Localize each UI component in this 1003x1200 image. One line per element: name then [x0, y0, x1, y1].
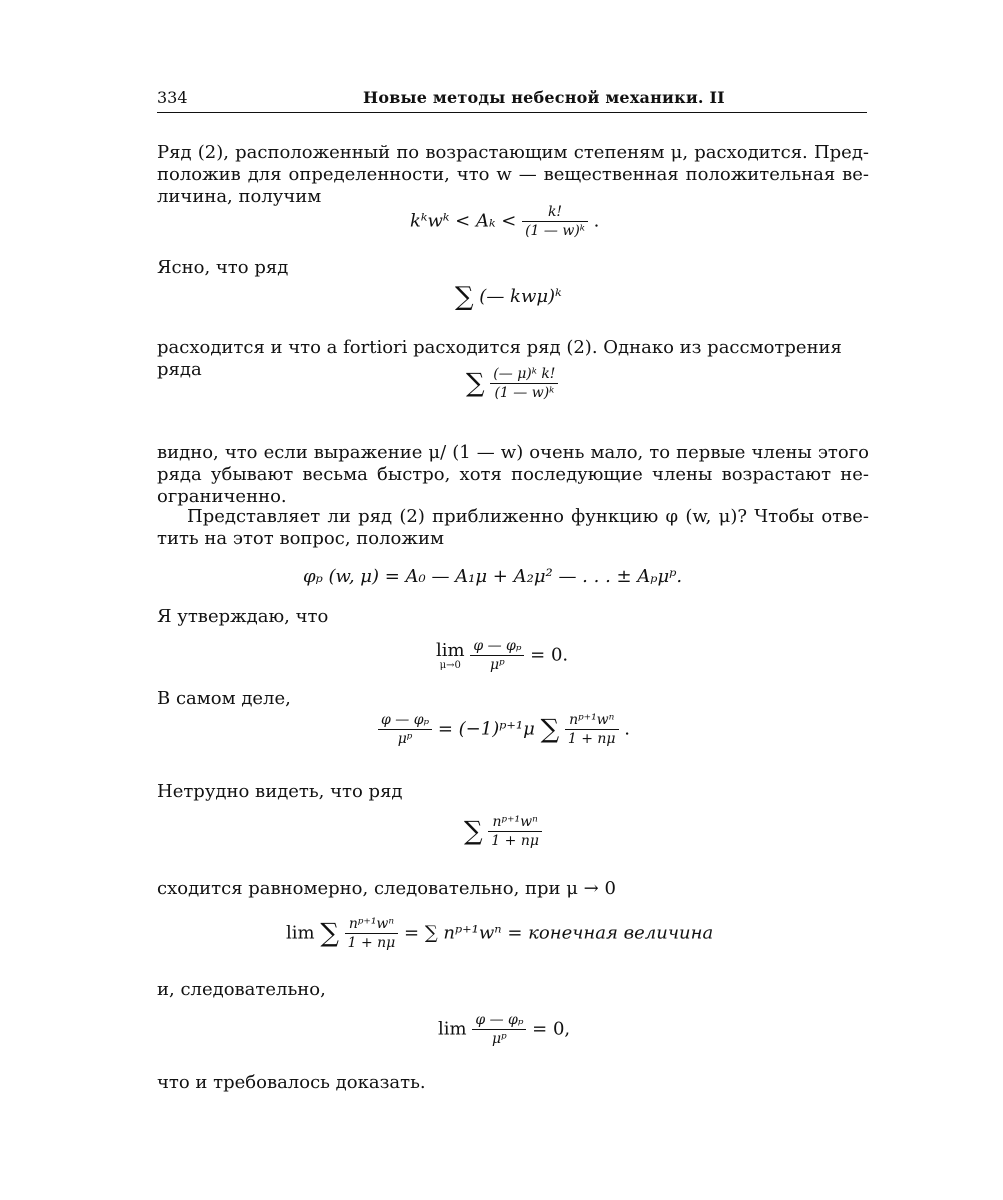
formula-difference: [378, 712, 630, 747]
paragraph-5: [157, 506, 869, 550]
paragraph-7: В самом деле,: [157, 688, 291, 709]
sum-sign: ∑: [540, 714, 560, 745]
fraction-numerator: (— μ)ᵏ k!: [490, 366, 558, 384]
limit-subscript: μ→0: [439, 659, 461, 671]
paragraph-10: и, следовательно,: [157, 979, 326, 1000]
fraction: [565, 712, 619, 747]
fraction-numerator: k!: [522, 204, 588, 222]
formula-end: .: [624, 718, 630, 740]
fraction-denominator: μᵖ: [492, 1031, 507, 1047]
paragraph-line: Представляет ли ряд (2) приближенно функцию φ (w, μ)? Чтобы отве-: [187, 506, 869, 527]
fraction-denominator: 1 + nμ: [491, 833, 539, 849]
sum-sign: ∑: [320, 918, 339, 949]
limit-word: lim: [438, 1018, 467, 1040]
fraction-numerator: φ — φₚ: [470, 638, 524, 656]
fraction-denominator: μᵖ: [490, 657, 505, 673]
fraction: [522, 204, 588, 239]
fraction-numerator: nᵖ⁺¹wⁿ: [488, 814, 542, 832]
fraction-denominator: μᵖ: [397, 731, 413, 747]
fraction-denominator: 1 + nμ: [347, 935, 396, 951]
fraction: [470, 638, 524, 673]
paragraph-line: ряда убывают весьма быстро, хотя последующие члены возрастают не-: [157, 464, 869, 485]
fraction: [472, 1012, 526, 1047]
fraction-numerator: nᵖ⁺¹wⁿ: [565, 712, 619, 730]
fraction-numerator: nᵖ⁺¹wⁿ: [345, 916, 399, 934]
page-number: 334: [157, 88, 188, 107]
formula-limit: [436, 638, 568, 673]
formula-lhs: kᵏwᵏ < Aₖ <: [410, 210, 517, 232]
paragraph-line: тить на этот вопрос, положим: [157, 528, 444, 549]
limit-operator: [436, 641, 465, 671]
fraction: [378, 712, 432, 747]
formula-partial-sum: φₚ (w, μ) = A₀ — A₁μ + A₂μ² — . . . ± Aₚμᵖ.: [303, 566, 683, 587]
paragraph-11: что и требовалось доказать.: [157, 1072, 426, 1093]
paragraph-3: расходится и что a fortiori расходится ряд (2). Однако из рассмотрения ряда: [157, 337, 842, 380]
formula-inequality: [410, 204, 599, 239]
fraction: [488, 814, 542, 849]
formula-series-2: [466, 366, 558, 401]
header-rule: [157, 112, 867, 113]
formula-series: [455, 282, 562, 312]
paragraph-line: видно, что если выражение μ/ (1 — w) очень мало, то первые члены этого: [157, 442, 869, 463]
formula-limit-final: [438, 1012, 570, 1047]
series-term: (— kwμ)ᵏ: [479, 286, 562, 307]
sum-sign: ∑: [466, 368, 485, 399]
limit-word: lim: [436, 639, 465, 661]
sum-sign: ∑: [455, 282, 474, 312]
formula-end: .: [593, 210, 600, 232]
limit-word: lim: [286, 922, 315, 944]
sum-sign: ∑: [464, 816, 483, 847]
fraction: [345, 916, 399, 951]
paragraph-9: сходится равномерно, следовательно, при μ → 0: [157, 878, 616, 899]
formula-rhs: = 0.: [530, 644, 569, 666]
fraction: [490, 366, 558, 401]
paragraph-4: [157, 442, 869, 508]
paragraph-8: Нетрудно видеть, что ряд: [157, 781, 403, 802]
fraction-numerator: φ — φₚ: [378, 712, 432, 730]
fraction-denominator: (1 — w)ᵏ: [525, 223, 585, 239]
fraction-denominator: 1 + nμ: [567, 731, 616, 747]
paragraph-line: положив для определенности, что w — вещественная положительная ве-: [157, 164, 869, 185]
paragraph-line: Ряд (2), расположенный по возрастающим степеням μ, расходится. Пред-: [157, 142, 869, 163]
formula-middle: = (−1)ᵖ⁺¹μ: [437, 718, 535, 740]
fraction-numerator: φ — φₚ: [472, 1012, 526, 1030]
running-title: Новые методы небесной механики. II: [363, 88, 725, 107]
paragraph-2: Ясно, что ряд: [157, 257, 289, 278]
formula-middle: = ∑ nᵖ⁺¹wⁿ = конечная величина: [404, 922, 714, 944]
paragraph-line: ограниченно.: [157, 486, 287, 507]
fraction-denominator: (1 — w)ᵏ: [494, 385, 555, 401]
paragraph-1: [157, 142, 869, 208]
formula-series-3: [464, 814, 542, 849]
formula-rhs: = 0,: [532, 1018, 571, 1040]
page-header: [157, 88, 867, 112]
paragraph-6: Я утверждаю, что: [157, 606, 329, 627]
paragraph-line: личина, получим: [157, 186, 322, 207]
formula-limit-sum: [286, 916, 713, 951]
